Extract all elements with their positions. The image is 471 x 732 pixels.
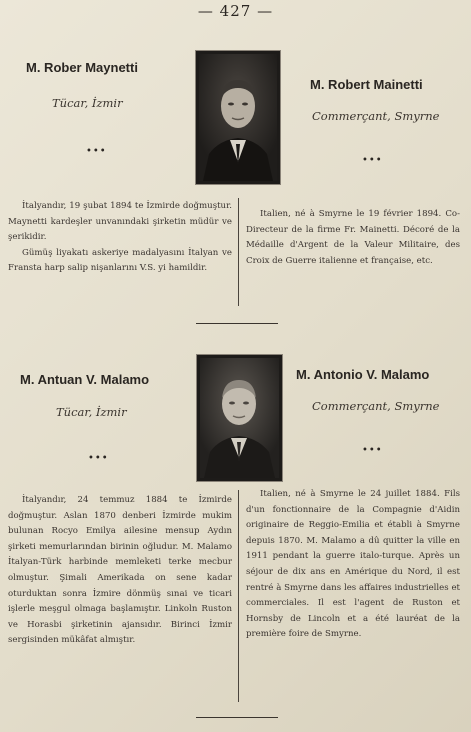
entry2-portrait-photo xyxy=(197,355,282,481)
entry1-bio-tr-paragraph2: Gümüş liyakatı askeriye madalyasını İtalyan ve Fransta harp salip nişanlarını V.S. yi hamildir. xyxy=(8,247,232,274)
entry2-role-turkish: Tücar, İzmir xyxy=(56,405,127,419)
entry2-ornament-right: ••• xyxy=(362,445,383,456)
entry2-ornament-left: ••• xyxy=(88,453,109,464)
entry-separator-rule xyxy=(196,323,278,324)
entry1-ornament-left: ••• xyxy=(86,146,107,157)
entry1-bio-tr-paragraph1: İtalyandır, 19 şubat 1894 te İzmirde doğmuştur. Maynetti kardeşler unvanındaki şirketin müdür ve şerikidir. xyxy=(8,201,232,243)
entry1-biography-turkish xyxy=(8,199,232,277)
entry1-ornament-right: ••• xyxy=(362,155,383,166)
entry2-column-divider xyxy=(238,490,239,702)
entry2-biography-french xyxy=(246,487,460,643)
entry2-name-french: M. Antonio V. Malamo xyxy=(296,367,430,382)
entry1-column-divider xyxy=(238,198,239,306)
entry1-role-french: Commerçant, Smyrne xyxy=(312,109,440,123)
page-bottom-rule xyxy=(196,717,278,718)
entry1-portrait-photo xyxy=(196,51,280,184)
entry2-bio-tr-paragraph1: İtalyandır, 24 temmuz 1884 te İzmirde doğmuştur. Aslan 1870 denberi İzmirde mukim bulunan Rocyo Emilya ailesine mensup Aydın şirketi memurlarından birinin oğludur. M. Malamo İtalyan-Türk harbinde memleketi terke mecbur olmuştur. Şimali Amerikada on sene kadar oturduktan sonra İzmire dönmüş sınai ve ticari işlerle meşgul olmaga başlamıştır. Linkoln Ruston ve Horasbi şirketinin ajansıdır. Birinci İzmir sergisinden mükâfat almıştır. xyxy=(8,495,232,646)
entry2-bio-fr-paragraph1: Italien, né à Smyrne le 24 juillet 1884. Fils d'un fonctionnaire de la Compagnie d'Aidin originaire de Reggio-Emilia et établi à Smyrne depuis 1870. M. Malamo a dû quitter la ville en 1911 pendant la guerre italo-turque. Après un séjour de dix ans en Amérique du Nord, il est rentré à Smyrne dans les affaires industrielles et commerciales. Il est l'agent de Ruston et Hornsby de Lincoln et a été lauréat de la première foire de Smyrne. xyxy=(246,489,460,640)
entry2-biography-turkish xyxy=(8,493,232,649)
entry1-role-turkish: Tücar, İzmir xyxy=(52,96,123,110)
entry1-name-french: M. Robert Mainetti xyxy=(310,77,423,92)
page-number: — 427 — xyxy=(197,2,274,20)
entry1-biography-french xyxy=(246,207,460,269)
entry2-name-turkish: M. Antuan V. Malamo xyxy=(20,372,150,387)
entry1-bio-fr-paragraph1: Italien, né à Smyrne le 19 février 1894. Co-Directeur de la firme Fr. Mainetti. Décoré de la Médaille d'Argent de la Valeur Militaire, des Croix de Guerre italienne et française, etc. xyxy=(246,209,460,266)
entry2-role-french: Commerçant, Smyrne xyxy=(312,399,440,413)
entry1-name-turkish: M. Rober Maynetti xyxy=(26,60,138,75)
